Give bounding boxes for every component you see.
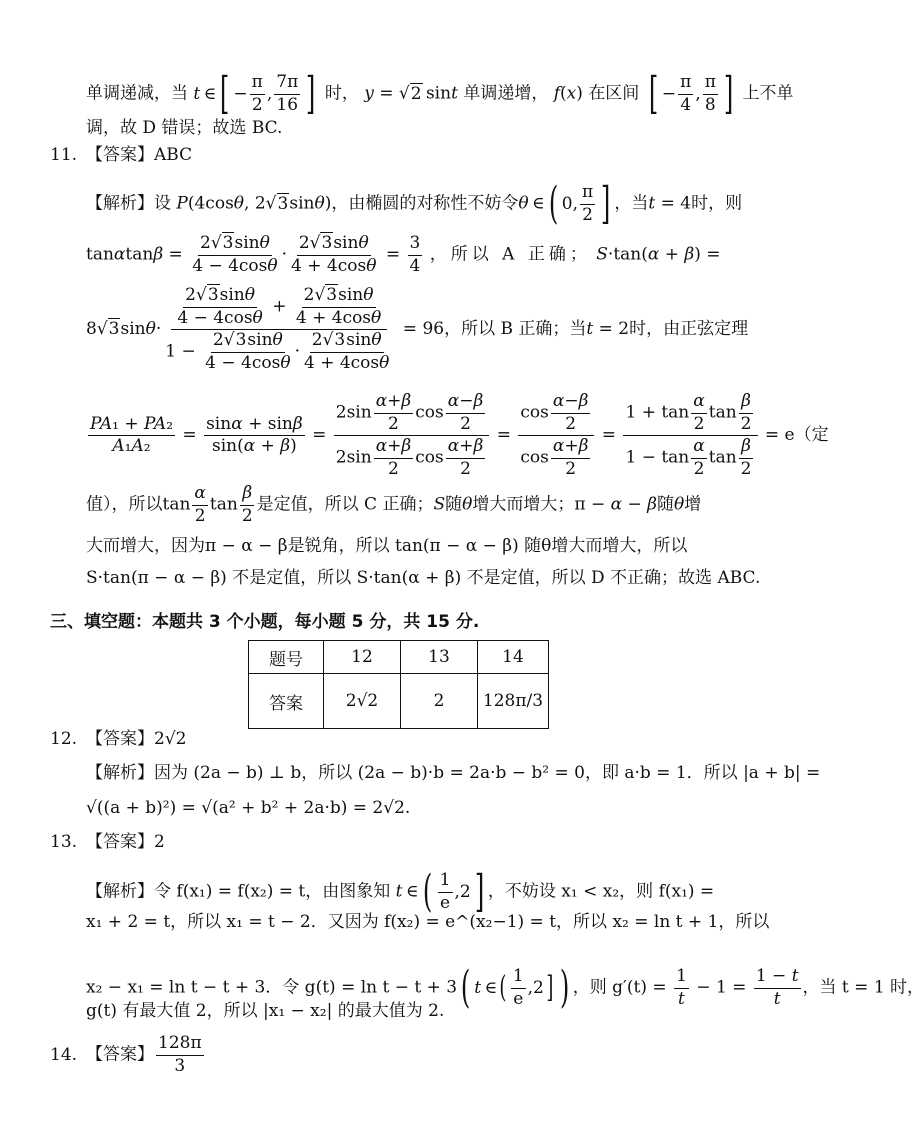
answer-table-header-cell: 14 xyxy=(478,641,549,674)
q11-l1-a: 设 xyxy=(154,193,171,214)
answer-table-header-row xyxy=(249,641,549,674)
q11-l5-c: 随 xyxy=(445,494,463,515)
answer-table xyxy=(248,640,549,729)
q11-l5-e: 随 xyxy=(657,494,674,515)
q10-line-2: 调，故 D 错误；故选 BC. xyxy=(86,118,283,138)
q13-l1-b: ，不妨设 x₁ < x₂，则 f(x₁) = xyxy=(487,881,715,902)
q11-l3-b: 时，由正弦定理 xyxy=(629,319,749,340)
q13-l3-a: x₂ − x₁ = ln t − t + 3．令 g(t) = ln t − t + 3 xyxy=(86,977,458,998)
q12-l1: 因为 (2a − b) ⊥ b，所以 (2a − b)·b = 2a·b − b² = 0，即 a·b = 1．所以 |a + b| = xyxy=(154,763,821,783)
answer-table-answer-row xyxy=(249,674,549,729)
q11-l5: 值），所以 xyxy=(86,494,163,515)
q10-interval-x: [ − $\frac{\pi}{4}$ , $\frac{\pi}{8}$ ] xyxy=(648,68,734,119)
q10-text-a: 单调递减，当 xyxy=(86,83,188,104)
q13-analysis-line-3: x₂ − x₁ = ln t − t + 3．令 g(t) = ln t − t + 3 ( t ∈ ( $\frac{1}{e}$ ,2 ] ) ，则 g′(t) = $\frac{1}{t}$ − 1 = $\frac{1 - t}{t}$ ，当 t = 1 时， xyxy=(86,962,924,1013)
answer-table-header-cell: 题号 xyxy=(249,641,324,674)
q11-analysis-line-3: 8√3sinθ· $\frac{2√3\sin\theta}{4 - 4\cos\theta}$ + $\frac{2√3\sin\theta}{4 + 4\cos\theta}$ 1 − $\frac{2√3\sin\theta}{4 - 4\cos\theta}$ · $\frac{2√3\sin\theta}{4 + 4\cos\theta}$ = 96，所以 B 正确；当t = 2时，由正弦定理 xyxy=(86,285,749,373)
q14-answer: 14. 【答案】 $\frac{128\pi}{3}$ xyxy=(50,1033,202,1076)
q13-answer xyxy=(50,834,165,851)
q11-answer xyxy=(50,147,192,164)
q11-answer-label: 【答案】ABC xyxy=(86,145,193,165)
answer-table-cell: 2 xyxy=(401,674,478,729)
answer-table-cell: 2√2 xyxy=(324,674,401,729)
q13-l1-a: 令 f(x₁) = f(x₂) = t，由图象知 xyxy=(154,881,391,902)
q12-answer-label: 【答案】2√2 xyxy=(86,729,187,749)
q11-analysis-line-6: 大而增大，因为π − α − β是锐角，所以 tan(π − α − β) 随θ增大而增大，所以 xyxy=(86,536,688,556)
q10-text-d: 在区间 xyxy=(588,83,640,104)
q10-interval-t: t ∈ [ − $\frac{\pi}{2}$ , $\frac{7\pi}{16}$ ] xyxy=(193,68,316,119)
q13-number: 13. xyxy=(50,832,78,852)
q11-l1-d: 时，则 xyxy=(691,193,743,214)
q11-l5-b: 是定值，所以 C 正确； xyxy=(256,494,434,515)
q13-l3-c: ，当 t = 1 时， xyxy=(802,977,924,998)
q10-line-1: 单调递减，当 t ∈ [ − $\frac{\pi}{2}$ , $\frac{7\pi}{16}$ ] 时， y = √2 sint 单调递增， f(x) 在区间 [ − $\frac{\pi}{4}$ , $\frac{\pi}{8}$ ] 上不单 xyxy=(86,68,794,119)
q14-number: 14. xyxy=(50,1044,78,1065)
q12-analysis-label: 【解析】 xyxy=(86,763,154,783)
q10-text-b: 时， xyxy=(324,83,359,104)
q11-l1-b: ，由椭圆的对称性不妨令 xyxy=(331,193,519,214)
q11-analysis-label: 【解析】 xyxy=(86,193,154,214)
q13-answer-label: 【答案】2 xyxy=(86,832,165,852)
section-3-title: 三、填空题：本题共 3 个小题，每小题 5 分，共 15 分. xyxy=(50,612,480,632)
q11-l3-a: ，所以 B 正确；当 xyxy=(444,319,587,340)
q13-analysis-line-1: 【解析】令 f(x₁) = f(x₂) = t，由图象知 t ∈ ( $\frac{1}{e}$ ,2 ] ，不妨设 x₁ < x₂，则 f(x₁) = xyxy=(86,866,715,917)
answer-table-header-cell: 12 xyxy=(324,641,401,674)
q11-analysis-line-4: $\frac{\text{PA₁ + PA₂}}{\text{A₁A₂}}$ = $\frac{\sin\alpha + \sin\beta}{\sin(\alpha + \beta)}$ = 2sin $\frac{\alpha+\beta}{2}$ cos $\frac{\alpha-\beta}{2}$ 2sin $\frac{\alpha+\beta}{2}$ cos $\frac{\alpha+\beta}{2}$ = cos $\frac{\alpha-\beta}{2}$ cos $\frac{\alpha+\beta}{2}$ = 1 + tan $\frac{\alpha}{2}$ tan $\frac{\beta}{2}$ 1 − tan $\frac{\alpha}{2}$ tan $\frac{\beta}{2}$ = e（定 xyxy=(90,391,829,479)
q10-text-c: 单调递增， xyxy=(463,83,549,104)
q13-analysis-line-2: x₁ + 2 = t，所以 x₁ = t − 2．又因为 f(x₂) = e^(x₂−1) = t，所以 x₂ = ln t + 1，所以 xyxy=(86,912,770,932)
q11-analysis-line-5: 值），所以tan $\frac{\alpha}{2}$ tan $\frac{\beta}{2}$ 是定值，所以 C 正确；S随θ增大而增大；π − α − β随θ增 xyxy=(86,483,702,526)
answer-table-row-label: 答案 xyxy=(249,674,324,729)
q12-analysis-line-2: √((a + b)²) = √(a² + b² + 2a·b) = 2√2. xyxy=(86,798,411,818)
q11-analysis-line-7: S·tan(π − α − β) 不是定值，所以 S·tan(α + β) 不是定值，所以 D 不正确；故选 ABC. xyxy=(86,568,761,588)
q11-analysis-line-1: 【解析】设 P(4cosθ, 2√3sinθ)，由椭圆的对称性不妨令θ ∈ ( 0, $\frac{\pi}{2}$ ] ，当t = 4时，则 xyxy=(86,178,743,229)
q10-text-e: 上不单 xyxy=(742,83,794,104)
q11-l5-d: 增大而增大； xyxy=(472,494,575,515)
q13-l3-b: ，则 g′(t) = xyxy=(572,977,667,998)
q14-answer-label: 【答案】 xyxy=(86,1044,154,1065)
q13-analysis-line-4: g(t) 有最大值 2，所以 |x₁ − x₂| 的最大值为 2. xyxy=(86,1001,445,1021)
answer-table-cell: 128π/3 xyxy=(478,674,549,729)
q12-analysis-line-1 xyxy=(86,765,820,782)
q11-l2-a: ，所以 A 正确； xyxy=(429,244,591,265)
q13-analysis-label: 【解析】 xyxy=(86,881,154,902)
q11-number: 11. xyxy=(50,145,78,165)
answer-table-header-cell: 13 xyxy=(401,641,478,674)
q12-number: 12. xyxy=(50,729,78,749)
q11-l4-end: （定 xyxy=(794,425,829,446)
q12-answer xyxy=(50,731,186,748)
q11-analysis-line-2: tanαtanβ = $\frac{2√3\sin\theta}{4 - 4\cos\theta}$ · $\frac{2√3\sin\theta}{4 + 4\cos\theta}$ = $\frac{3}{4}$ ，所以 A 正确； S·tan(α + β) = xyxy=(86,233,721,276)
q11-l1-c: ，当 xyxy=(614,193,649,214)
q11-l5-f: 增 xyxy=(684,494,702,515)
